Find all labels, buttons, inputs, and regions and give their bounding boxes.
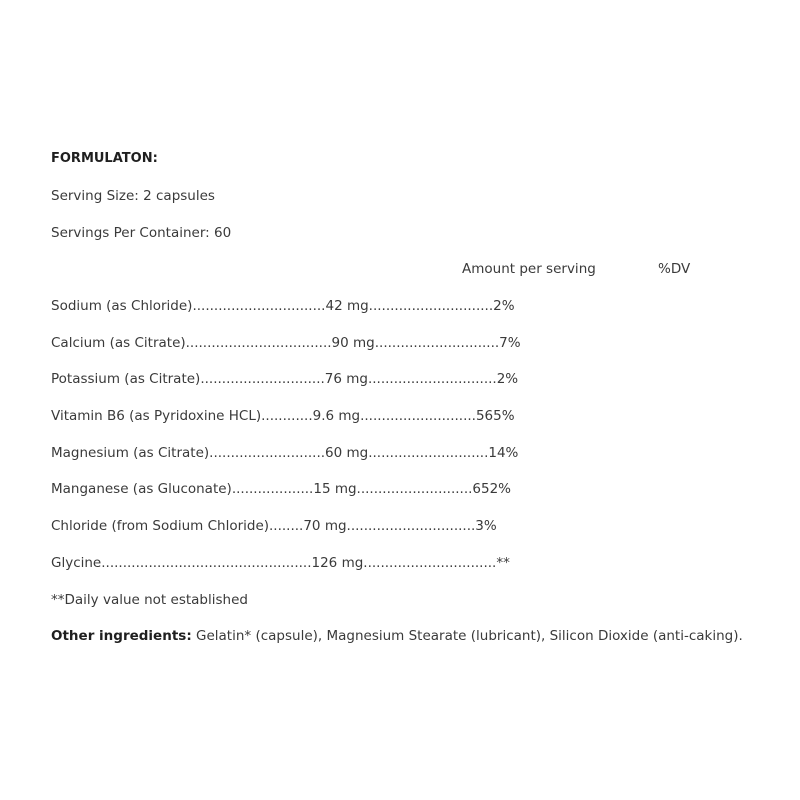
formulation-heading: FORMULATON: [51,151,158,166]
nutrient-row-potassium: Potassium (as Citrate).............................76 mg..............................2% [51,371,519,387]
serving-size: Serving Size: 2 capsules [51,188,215,204]
supplement-facts-document [51,0,791,800]
nutrient-row-magnesium: Magnesium (as Citrate)...........................60 mg............................14% [51,445,519,461]
nutrient-row-manganese: Manganese (as Gluconate)...................15 mg...........................652% [51,481,512,497]
daily-value-header: %DV [658,261,691,277]
other-ingredients-label: Other ingredients: [51,628,192,644]
other-ingredients-text: Gelatin* (capsule), Magnesium Stearate (lubricant), Silicon Dioxide (anti-caking). [191,628,743,644]
nutrient-row-glycine: Glycine.................................................126 mg...............................** [51,555,510,571]
daily-value-footnote: **Daily value not established [51,592,248,608]
amount-per-serving-header: Amount per serving [462,261,596,277]
nutrient-row-chloride: Chloride (from Sodium Chloride)........70 mg..............................3% [51,518,497,534]
nutrient-row-sodium: Sodium (as Chloride)...............................42 mg.............................2% [51,298,515,314]
other-ingredients [51,627,743,645]
servings-per-container: Servings Per Container: 60 [51,225,232,241]
nutrient-row-vitamin-b6: Vitamin B6 (as Pyridoxine HCL)............9.6 mg...........................565% [51,408,515,424]
nutrient-row-calcium: Calcium (as Citrate)..................................90 mg.............................7% [51,335,521,351]
